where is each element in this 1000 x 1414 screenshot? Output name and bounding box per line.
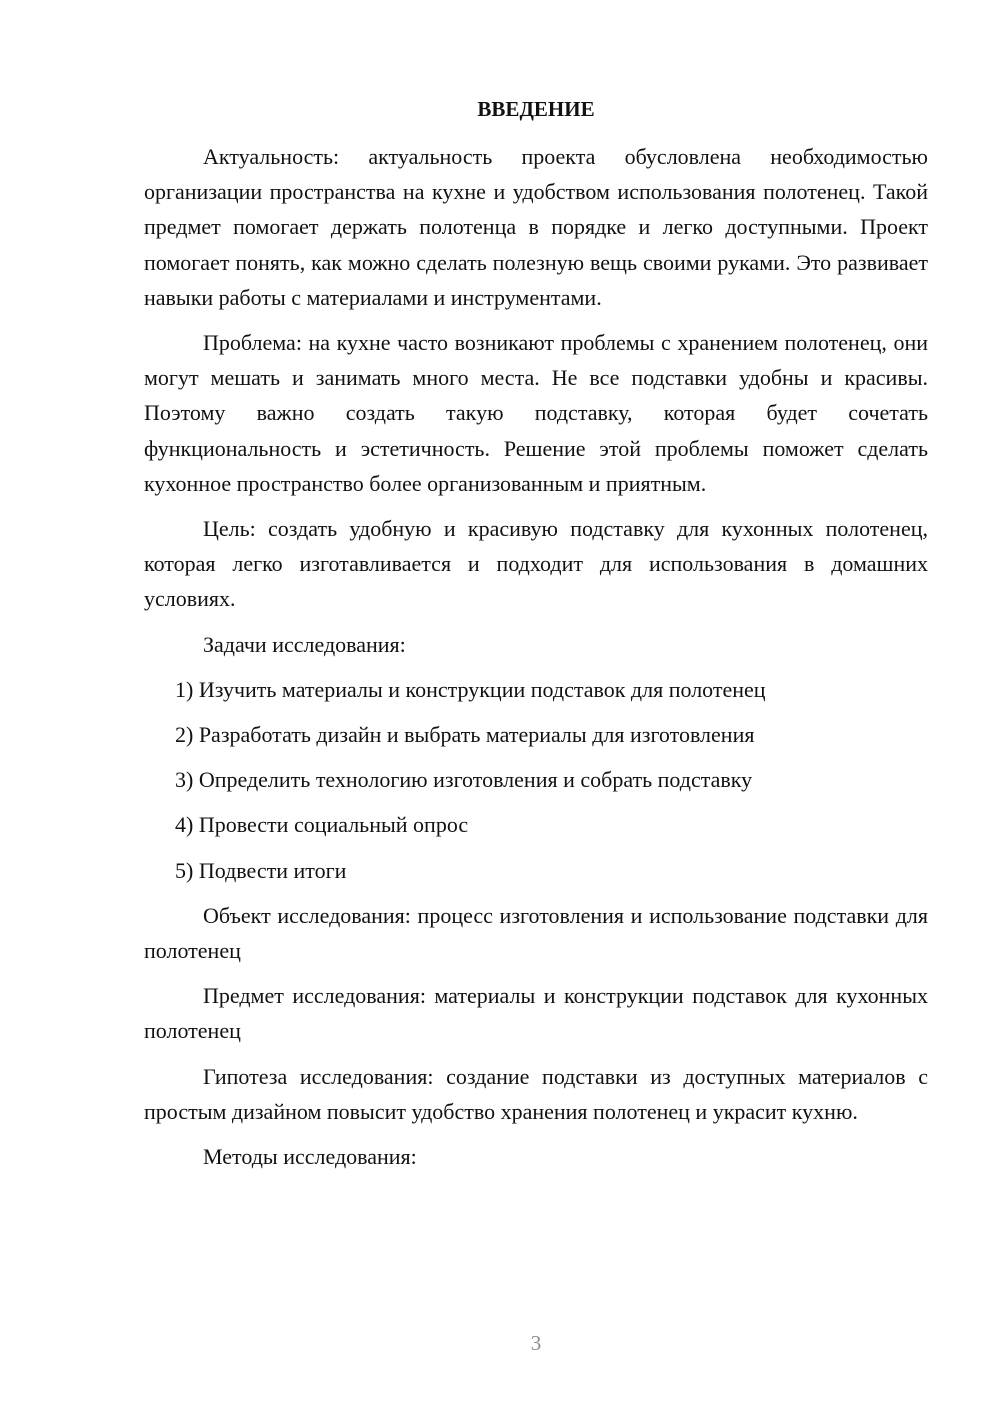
task-item: 2) Разработать дизайн и выбрать материалы для изготовления [175, 722, 755, 748]
task-item: 3) Определить технологию изготовления и собрать подставку [175, 767, 753, 793]
methods-title: Методы исследования: [203, 1144, 417, 1170]
problem-paragraph: Проблема: на кухне часто возникают проблемы с хранением полотенец, они могут мешать и занимать много места. Не все подставки удобны и красивы. Поэтому важно создать такую подставку, которая будет сочетать функциональность и эстетичность. Решение этой проблемы поможет сделать кухонное пространство более организованным и приятным. [144, 330, 928, 496]
task-item: 1) Изучить материалы и конструкции подставок для полотенец [175, 676, 766, 702]
object-paragraph: Объект исследования: процесс изготовления и использование подставки для полотенец [144, 902, 928, 964]
task-item: 5) Подвести итоги [175, 857, 347, 883]
page-number: 3 [530, 1331, 542, 1355]
relevance-paragraph: Актуальность: актуальность проекта обусловлена необходимостью организации пространства на кухне и удобством использования полотенец. Такой предмет помогает держать полотенца в порядке и легко доступными. Проект помогает понять, как можно сделать полезную вещь своими руками. Это развивает навыки работы с материалами и инструментами. [144, 144, 928, 310]
tasks-list [144, 672, 928, 888]
task-item: 4) Провести социальный опрос [175, 812, 469, 838]
subject-paragraph: Предмет исследования: материалы и конструкции подставок для кухонных полотенец [144, 983, 928, 1044]
page-content [144, 92, 928, 1184]
hypothesis-paragraph: Гипотеза исследования: создание подставки из доступных материалов с простым дизайном повысит удобство хранения полотенец и украсит кухню. [144, 1063, 928, 1124]
goal-paragraph: Цель: создать удобную и красивую подставку для кухонных полотенец, которая легко изготавливается и подходит для использования в домашних условиях. [144, 516, 928, 612]
tasks-title: Задачи исследования: [203, 631, 406, 657]
page-heading: ВВЕДЕНИЕ [477, 97, 595, 121]
